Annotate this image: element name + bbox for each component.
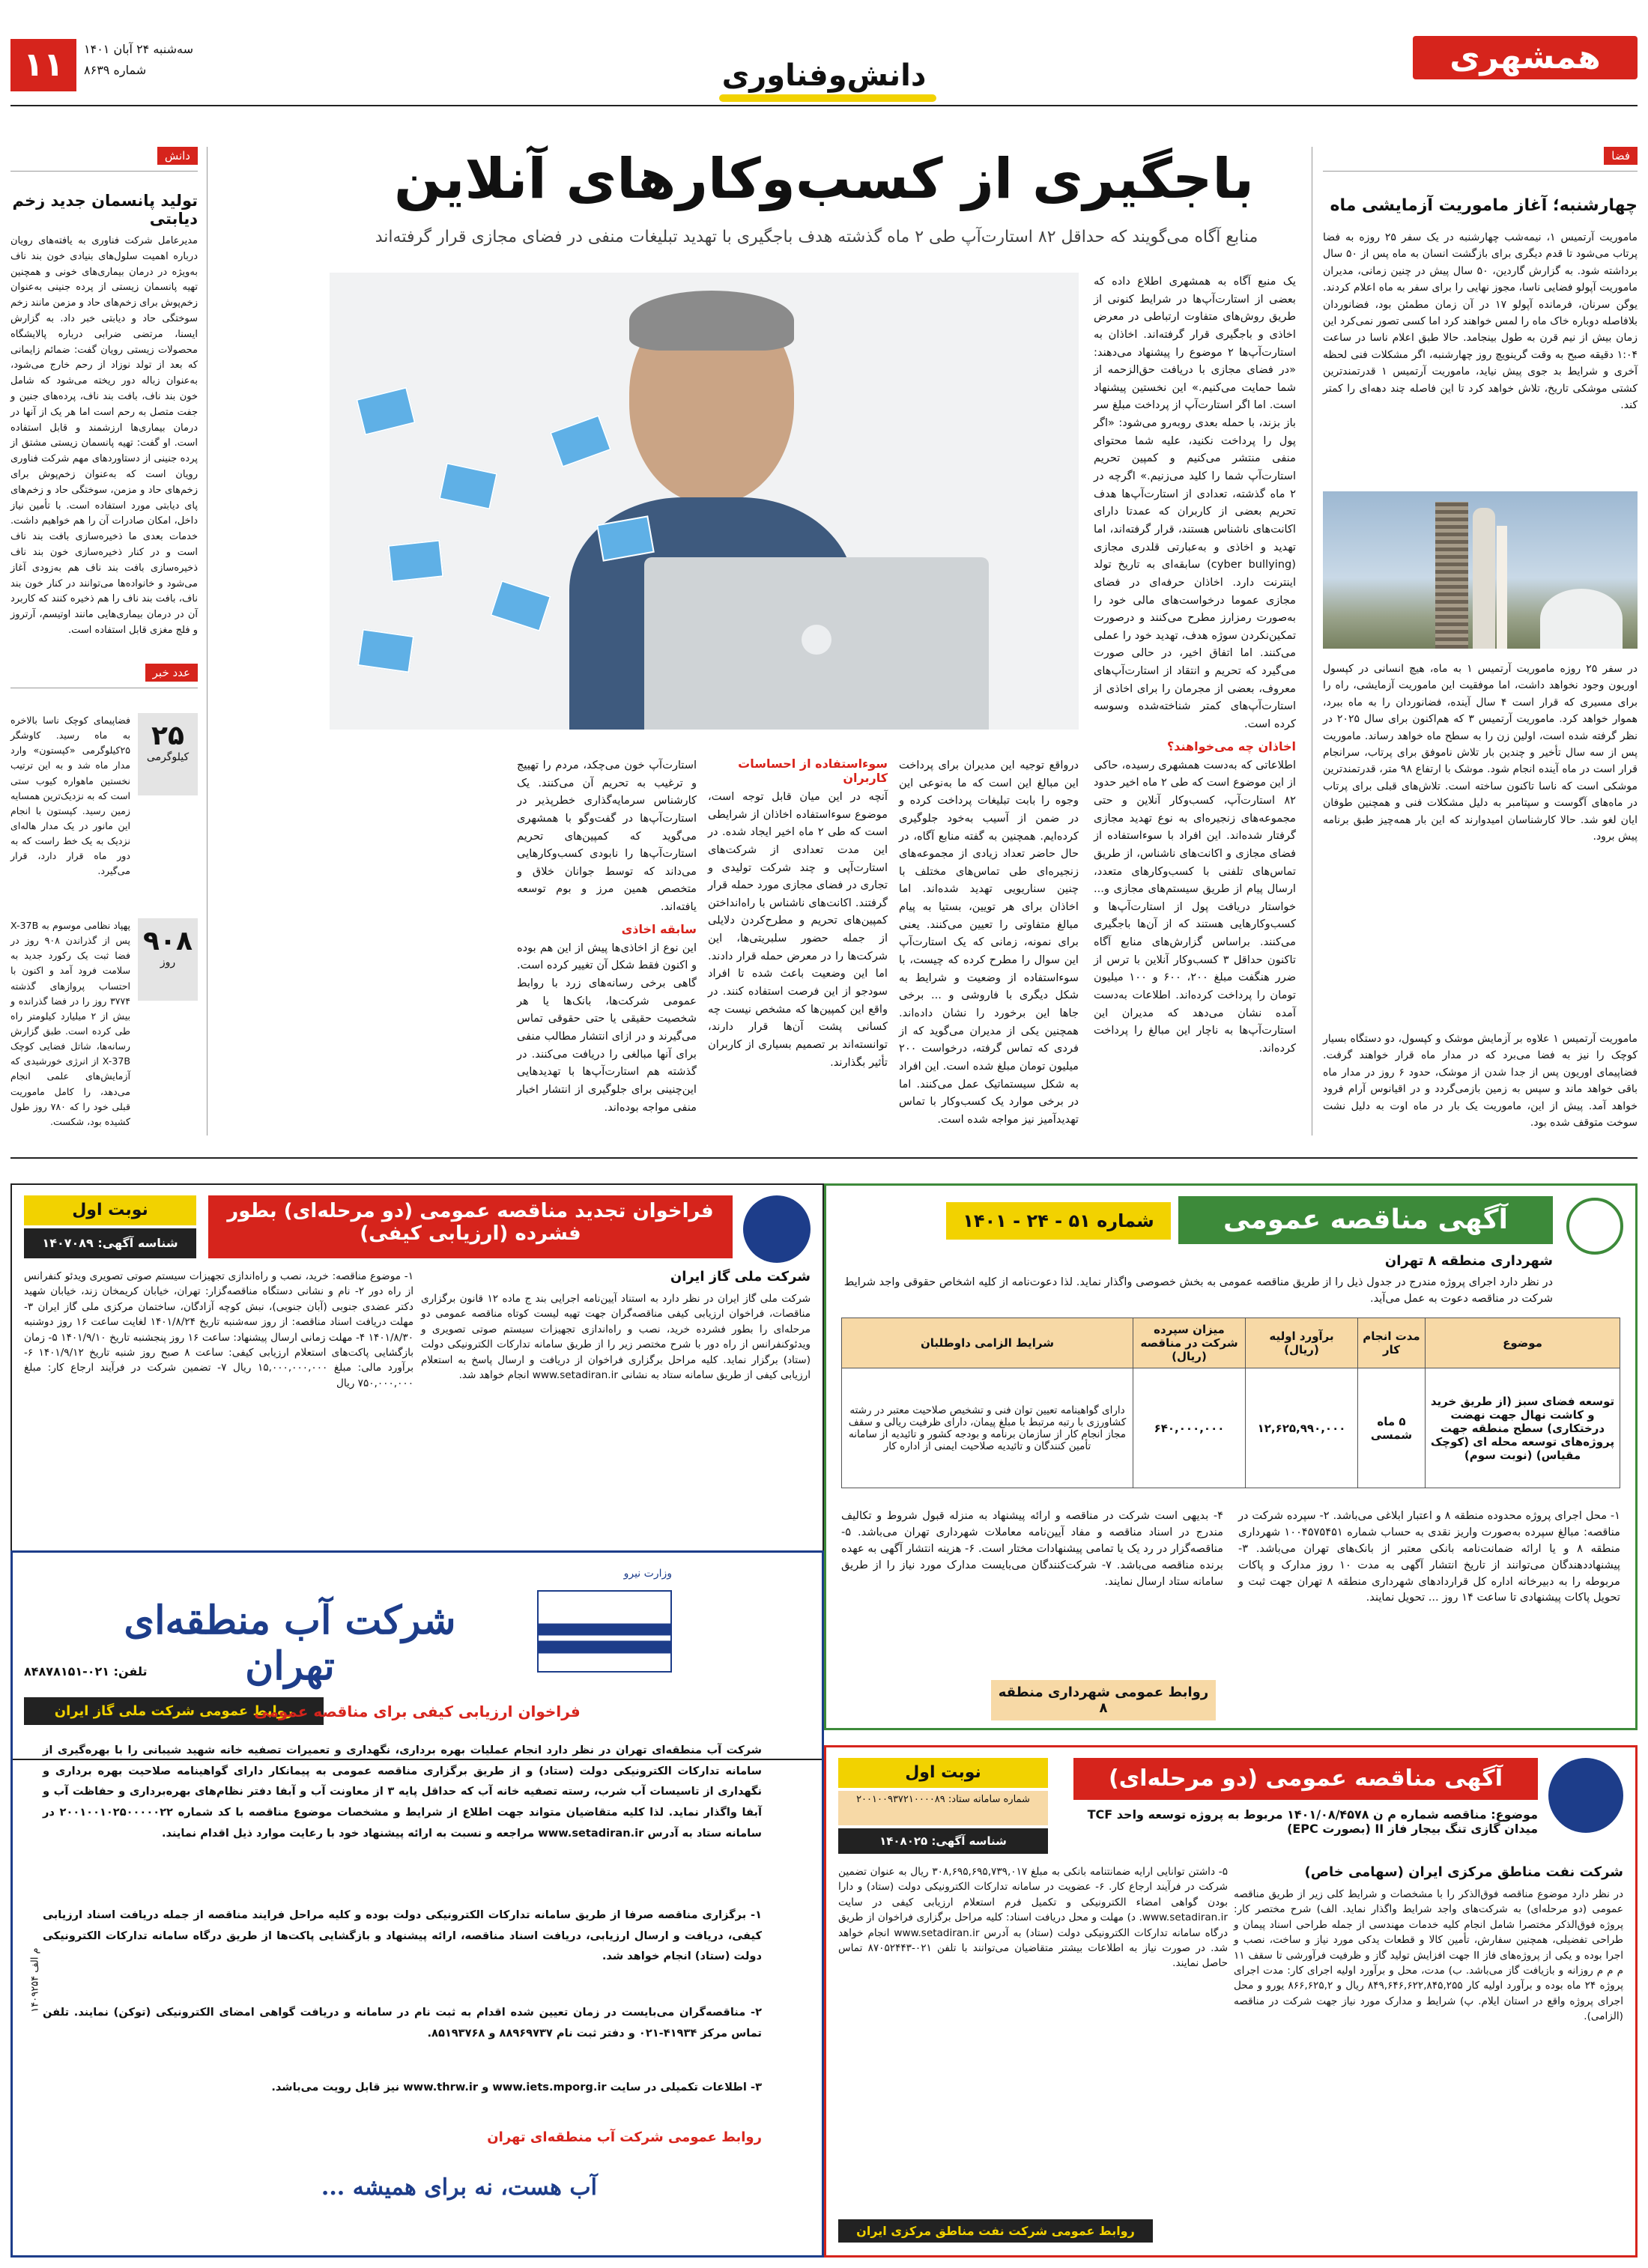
table-header: موضوع [1426, 1318, 1620, 1368]
table-header-row [842, 1318, 1620, 1368]
space-tag: فضا [1604, 147, 1638, 165]
water-title: شرکت آب منطقه‌ای تهران [124, 1598, 456, 1689]
water-item-2: ۲- مناقصه‌گران می‌بایست در زمان تعیین شده اقدام به ثبت نام در سامانه و دریافت گواهی امضای الکترونیکی (توکن) نمایند. تلفن تماس مرکز ۴۱۹۳۴-۰۲۱ و دفتر ثبت نام ۸۸۹۶۹۷۳۷ و ۸۵۱۹۳۷۶۸. [43, 2006, 762, 2040]
ad-tehran-water [10, 1550, 824, 2258]
tehran-ad-title: آگهی مناقصه عمومی [1178, 1196, 1553, 1244]
newspaper-logo: همشهری [1413, 36, 1638, 79]
tehran-terms-right: ۱- محل اجرای پروژه محدوده منطقه ۸ و اعتبار ابلاغی می‌باشد. ۲- سپرده شرکت در مناقصه: مبالغ سپرده به‌صورت واریز نقدی به حساب شماره ۱۰۰۴۵۷۵۴۵۱ شهرداری منطقه ۸ و یا ارائه ضمانت‌نامه بانکی معتبر از بانک‌های تهران می‌باشد. ۳- پیشنهاددهندگان می‌توانند از تاریخ انتشار آگهی به مدت ۱۰ روز مدارک و پاکات مربوطه را به دبیرخانه اداره کل قراردادهای شهرداری منطقه ۸ تهران جهت ثبت و تحویل پاکات پیشنهادی تا ساعت ۱۴ روز ... تحویل نمایند. [1238, 1509, 1621, 1604]
section-title: دانش‌وفناوری [721, 58, 927, 93]
oil-body-left: ۵- داشتن توانایی ارایه ضمانتنامه بانکی به مبلغ ۳۰۸,۶۹۵,۶۹۵,۷۳۹,۰۱۷ ریال به عنوان تضمین شرکت در فرآیند ارجاع کار. ۶- عضویت در سامانه تدارکات الکترونیکی دولت (ستاد) و دارا بودن گواهی امضاء الکترونیکی و تکمیل فرم استعلام ارزیابی کیفی در سایت www.setadiran.ir. د) مهلت و محل دریافت اسناد: کلیه مراحل برگزاری فراخوان از طریق درگاه سامانه تدارکات الکترونیکی دولت (ستاد) به آدرس www.setadiran.ir انجام خواهد شد. در صورت نیاز به اطلاعات بیشتر متقاضیان می‌توانند با تلفن ۰۲۱-۸۷۰۵۲۴۴۳ تماس حاصل نمایند. [838, 1866, 1229, 1970]
tehran-logo [1566, 1198, 1623, 1255]
science-tag-rule [10, 171, 198, 172]
tehran-terms-left: ۴- بدیهی است شرکت در مناقصه و ارائه پیشنهاد به منزله قبول شروط و تکالیف مندرج در اسناد مناقصه و مفاد آیین‌نامه معاملات شهرداری تهران می‌باشد. ۵- مناقصه‌گزار در رد یک یا تمامی پیشنهادات مختار است. ۶- هزینه انتشار آگهی به عهده برنده مناقصه می‌باشد. ۷- شرکت‌کنندگان می‌بایست مدارک مورد نیاز را از طریق سامانه ستاد ارسال نمایند. [841, 1509, 1223, 1588]
science-tag: دانش [157, 147, 198, 165]
issue-number: شماره ۸۶۳۹ [84, 63, 147, 77]
rocket-booster [1497, 526, 1507, 649]
table-cell: ۵ ماه شمسی [1358, 1368, 1426, 1488]
article-intro: یک منبع آگاه به همشهری اطلاع داده که بعضی از استارت‌آپ‌ها در شرایط کنونی از طریق روش‌های متفاوت ارتباطی در معرض اخاذی و باجگیری قرار گرفته‌اند. اخاذان به استارت‌آپ‌ها ۲ موضوع را پیشنهاد می‌دهند: «در فضای مجازی با دریافت حق‌الزحمه از شما حمایت می‌کنیم.» این نخستین پیشنهاد است. اما اگر استارت‌آپ از پرداخت مبلغ سر باز بزند، با حمله بعدی روبه‌رو می‌شود: «اگر پول را پرداخت نکنید، علیه شما محتوای منفی منتشر می‌کنیم و کمپین تحریم استارت‌آپ شما را کلید می‌زنیم.» اگرچه در ۲ ماه گذشته، تعدادی از استارت‌آپ‌ها هدف تحریم بعضی از کاربران که عمدتا دارای اکانت‌های ناشناس هستند، قرار گرفته‌اند، اما تهدید و اخاذی و به‌عبارتی قلدری مجازی (cyber bullying) سابقه‌ای به تاریخ تولد اینترنت دارد. اخاذان حرفه‌ای در فضای مجازی عموما درخواست‌های مالی خود را به‌صورت رمزارز مطرح می‌کنند و درصورت تمکین‌نکردن سوژه هدف، تهدید خود را عملی می‌کنند. اما اتفاق اخیر، در حالی صورت می‌گیرد که تحریم و انتقاد از استارت‌آپ‌های معروف، بعضی از مجرمان را برای اخاذی از استارت‌آپ‌های کمتر شناخته‌شده وسوسه کرده است. [1094, 275, 1296, 731]
water-side-code: م الف ۱۴۰۹۲۵۴ [29, 1947, 41, 2013]
table-header: شرایط الزامی داوطلبان [842, 1318, 1133, 1368]
space-title: چهارشنبه؛ آغاز ماموریت آزمایشی ماه [1330, 196, 1638, 215]
gas-ad-title: فراخوان تجدید مناقصه عمومی (دو مرحله‌ای) بطور فشرده (ارزیابی کیفی) [208, 1195, 733, 1258]
space-body-1: ماموریت آرتمیس ۱، نیمه‌شب چهارشنبه در یک سفر ۲۵ روزه به فضا پرتاب می‌شود تا قدم دیگری برای بازگشت انسان به ماه پس از ۵۰ سال برداشته شود. به گزارش گاردین، ۵۰ سال پیش در چنین زمانی، مدیران ماموریت آپولو فضایی ناسا، مجوز نهایی را برای سفر به ماه اعلام کردند. یوگن سرنان، فرمانده آپولو ۱۷ در آن زمان مطمئن بود، فضانوردان بلافاصله دوباره خاک ماه را لمس خواهند کرد اما کسی تصور نمی‌کرد این زمان بیش از نیم قرن به طول بینجامد. حالا طبق اعلام ناسا در ساعت ۱:۰۴ دقیقه صبح به وقت گرینویچ روز چهارشنبه، اگر مشکلات فنی لحظه آخری و شرایط بد جوی پیش نیاید، ماموریت آرتمیس ۱ قدرتمندترین کشتی موشکی تاریخ، تلاش خواهد کرد تا این فاصله چند دهه‌ای را کمتر کند. [1323, 231, 1638, 411]
gas-body-left: ۱- موضوع مناقصه: خرید، نصب و راه‌اندازی تجهیزات سیستم صوتی تصویری ویدئو کنفرانس از راه دور ۲- نام و نشانی دستگاه مناقصه‌گزار: تهران، خیابان کریمخان زند، خیابان شهید دکتر عضدی جنوبی (آبان جنوبی)، نبش کوچه آزادگان، ساختمان مرکزی ملی گاز ایران ۳- مهلت دریافت اسناد مناقصه: از روز سه‌شنبه تاریخ ۱۴۰۱/۸/۲۴ لغایت ساعت ۱۶ روز دوشنبه ۱۴۰۱/۸/۳۰ ۴- مهلت زمانی ارسال پیشنهاد: ساعت ۱۶ روز پنجشنبه تاریخ ۱۴۰۱/۹/۱۰ ۵- زمان بازگشایی پاکت‌های استعلام ارزیابی کیفی: ساعت ۸ صبح روز شنبه تاریخ ۱۴۰۱/۹/۱۲ ۶- برآورد مالی: مبلغ ۱۵,۰۰۰,۰۰۰,۰۰۰ ریال ۷- تضمین شرکت در فرآیند ارجاع کار: مبلغ ۷۵۰,۰۰۰,۰۰۰ ریال [24, 1270, 414, 1389]
oil-body: در نظر دارد موضوع مناقصه فوق‌الذکر را با مشخصات و شرایط کلی زیر از طریق مناقصه عمومی (دو مرحله‌ای) به شرکت‌های واجد شرایط واگذار نماید. الف) شرح مختصر کار: پروژه فوق‌الذکر مختصرا شامل انجام کلیه خدمات مهندسی از جمله طراحی اسناد پیمان و طراحی تفضیلی، همچنین سفارش، تأمین کالا و قطعات یدکی مورد نیاز و ساخت، نصب و اجرا بوده و یکی از پروژه‌های فاز II جهت افزایش تولید گاز و ظرفیت فرآورشی تا سقف ۱۱ م م م روزانه و بازیافت گاز می‌باشد. ب) مدت، محل و برآورد اولیه اجرای کار: مدت اجرای پروژه ۲۴ ماه بوده و برآورد اولیه کار ۸۴۹,۶۴۶,۶۲۲,۸۴۵,۲۵۵ ریال و ۸۶۶,۶۲۵,۲ یورو و محل اجرای پروژه واقع در استان ایلام. پ) شرایط و مدارک مورد نیاز جهت شرکت در مناقصه (الزامی). [1234, 1888, 1624, 2023]
article-col4-body2: این نوع از اخاذی‌ها پیش از این هم بوده و اکنون فقط شکل آن تغییر کرده است. گاهی برخی رسانه‌های زرد با روابط عمومی شرکت‌ها، بانک‌ها یا هر شخصیت حقیقی یا حتی حقوقی تماس می‌گیرند و در ازای انتشار مطالب منفی برای آنها مبالغی را دریافت می‌کنند. در گذشته هم استارت‌آپ‌ها با تهدیدهایی این‌چنینی برای جلوگیری از انتشار اخبار منفی مواجه بوده‌اند. [517, 941, 697, 1114]
article-col3-body: آنچه در این میان قابل توجه است، موضوع سوءاستفاده اخاذان از شرایطی است که طی ۲ ماه اخیر ایجاد شده. در این مدت تعدادی از شرکت‌های استارت‌آپی و چند شرکت تولیدی و تجاری در فضای مجازی مورد حمله قرار گرفتند. اکانت‌های ناشناس با راه‌انداختن کمپین‌های تحریم و مطرح‌کردن دلایلی از جمله حضور سلبریتی‌ها، این شرکت‌ها را در معرض حمله قرار دادند. اما این وضعیت باعث شده تا افراد سودجو از این فرصت استفاده کنند. در واقع این کمپین‌ها که مشخص نیست چه کسانی پشت آن‌ها قرار دارند، توانسته‌اند بر تصمیم بسیاری از کاربران تأثیر بگذارند. [708, 790, 888, 1069]
table-header: میزان سپرده شرکت در مناقصه (ریال) [1133, 1318, 1246, 1368]
science-title: تولید پانسمان جدید زخم دیابتی [12, 192, 198, 228]
water-subtitle: فراخوان ارزیابی کیفی برای مناقصه عمومی [254, 1702, 581, 1720]
issue-date: سه‌شنبه ۲۴ آبان ۱۴۰۱ [84, 42, 193, 56]
table-header: مدت انجام کار [1358, 1318, 1426, 1368]
gas-footer: روابط عمومی شرکت ملی گاز ایران [24, 1697, 324, 1725]
skull-envelope-5 [550, 415, 612, 468]
science-body: مدیرعامل شرکت فناوری به یافته‌های رویان درباره اهمیت سلول‌های بنیادی خون بند ناف به‌ویژه در درمان بیماری‌های خونی و همچنین تهیه پانسمان زیستی از پرده جنینی به‌عنوان زخم‌پوش برای زخم‌های حاد و مزمن مانند زخم سوختگی حاد و دیابتی خبر داد. به گزارش ایسنا، مرتضی ضرابی درباره پالایشگاه محصولات زیستی رویان گفت: ضمائم زایمانی که بعد از تولد نوزاد از رحم خارج می‌شود، به‌عنوان زباله دور ریخته می‌شود که شامل خون بند ناف، بافت بند ناف، پرده‌های جنین و جفت متصل به رحم است اما هر یک از آنها در درمان بیماری‌ها ارزشمند و قابل استفاده است. او گفت: تهیه پانسمان زیستی مشتق از پرده جنینی از دستاوردهای مهم شرکت فناوری رویان است که به‌عنوان زخم‌پوش برای زخم‌های حاد و مزمن، سوختگی حاد و زخم‌های پای دیابتی مورد استفاده است. با تأمین نیاز داخل، امکان صادرات آن را هم خواهیم داشت. خدمات بعدی ما ذخیره‌سازی بافت بند ناف است و در کنار ذخیره‌سازی خون بند ناف ذخیره‌سازی بافت بند ناف هم به‌زودی آغاز می‌شود و خانواده‌ها می‌توانند در کنار خون بند ناف، بافت بند ناف را هم ذخیره کنند که کاربرد آن در درمان بیماری‌هایی مانند اوتیسم، آرتروز و فلج مغزی قابل استفاده است. [10, 235, 198, 636]
stat-box-2 [138, 918, 198, 1001]
tehran-ad-number: شماره ۵۱ - ۲۴ - ۱۴۰۱ [946, 1202, 1171, 1240]
tehran-org-name: شهرداری منطقه ۸ تهران [1384, 1253, 1553, 1269]
skull-envelope-1 [356, 386, 416, 435]
skull-envelope-2 [439, 462, 498, 509]
rocket [1473, 508, 1495, 649]
science-column [10, 147, 198, 1150]
oil-seta: شماره سامانه ستاد: ۲۰۰۱۰۰۹۳۷۲۱۰۰۰۰۸۹ [838, 1791, 1048, 1825]
oil-shenase: شناسه آگهی: ۱۴۰۸۰۲۵ [838, 1828, 1048, 1854]
article-column-c [708, 756, 888, 1131]
man-hair [629, 291, 794, 351]
table-header: برآورد اولیه (ریال) [1246, 1318, 1358, 1368]
gas-shenase: شناسه آگهی: ۱۴۰۷۰۸۹ [24, 1228, 196, 1258]
space-body-3: ماموریت آرتمیس ۱ علاوه بر آزمایش موشک و کپسول، دو دستگاه بسیار کوچک را نیز به فضا می‌برد که در مدار ماه قرار خواهند گرفت. فضاپیمای اوریون پس از جدا شدن از موشک، حدود ۶ روز در مدار ماه باقی خواهد ماند و سپس به زمین بازمی‌گردد و در اقیانوس آرام فرود خواهد آمد. پیش از این، ماموریت یک بار در ماه اوت به دلیل نشت سوخت متوقف شده بود. [1323, 1033, 1638, 1129]
water-item-1: ۱- برگزاری مناقصه صرفا از طریق سامانه تدارکات الکترونیکی دولت بوده و کلیه مراحل فرایند مناقصه از جمله دریافت اسناد ارزیابی کیفی، دریافت و ارسال ارزیابی، دریافت اسناد مناقصه، ارائه پیشنهاد و بازگشایی پاکت‌ها از طریق درگاه سامانه تدارکات الکترونیکی دولت (ستاد) انجام خواهد شد. [43, 1908, 762, 1963]
article-column-a [1094, 273, 1296, 1134]
space-column [1323, 147, 1638, 1150]
skull-envelope-3 [388, 539, 444, 582]
ads-separator [10, 1157, 1638, 1159]
stat-text-1: فضاپیمای کوچک ناسا بالاخره به ماه رسید. کاوشگر ۲۵کیلوگرمی «کپستون» وارد مدار ماه شد و به این ترتیب نخستین ماهواره کیوب ستی است که به نزدیک‌ترین همسایه زمین رسید. کپستون با انجام این مانور در یک مدار هاله‌ای نزدیک به یک خط راست که به دور ماه قرار دارد، قرار می‌گیرد. [10, 715, 130, 877]
number-tag: عدد خبر [145, 664, 198, 682]
stat-unit-1: کیلوگرمی [146, 751, 190, 763]
article-column-b [899, 756, 1079, 1131]
stat-text-2: پهپاد نظامی موسوم به X-37B پس از گذراندن ۹۰۸ روز در فضا ثبت یک رکورد جدید به سلامت فرود آمد و اکنون با احتساب پروازهای گذشته ۳۷۷۴ روز را در فضا گذرانده و بیش از ۲ میلیارد کیلومتر راه طی کرده است. طبق گزارش رسانه‌ها، شاتل فضایی کوچک X-37B از انرژی خورشیدی که آزمایش‌های علمی انجام می‌دهد، را کامل ماموریت قبلی خود را که ۷۸۰ روز طول کشیده بود، شکست. [10, 920, 130, 1127]
space-tag-rule [1323, 171, 1638, 172]
oil-company: شرکت نفت مناطق مرکزی ایران (سهامی خاص) [1304, 1864, 1623, 1880]
observation-dome [1540, 589, 1623, 649]
water-item-3: ۳- اطلاعات تکمیلی در سایت www.iets.mporg.ir و www.thrw.ir نیز قابل رویت می‌باشد. [271, 2081, 762, 2093]
oil-logo [1548, 1758, 1623, 1833]
gas-nobat: نوبت اول [24, 1195, 196, 1225]
stat-number-1: ۲۵ [151, 721, 184, 751]
main-headline: باجگیری از کسب‌وکارهای آنلاین [394, 147, 1254, 211]
table-cell: ۶۴۰,۰۰۰,۰۰۰ [1133, 1368, 1246, 1488]
water-footer: روابط عمومی شرکت آب منطقه‌ای تهران [487, 2129, 762, 2145]
ad-central-oil [824, 1745, 1638, 2258]
gas-body-right: شرکت ملی گاز ایران در نظر دارد به استناد آیین‌نامه اجرایی بند ج ماده ۱۲ قانون برگزاری مناقصات، فراخوان ارزیابی کیفی مناقصه‌گران جهت تهیه لیست کوتاه مناقصه عمومی دو مرحله‌ای را بطور فشرده خرید، نصب و راه‌اندازی تجهیزات سیستم صوتی تصویری و ویدئوکنفرانس از راه دور با شرح مختصر زیر را از طریق سامانه تدارکات الکترونیکی دولت (ستاد) برگزار نماید. کلیه مراحل برگزاری فراخوان از دریافت و ارسال پاسخ به استعلام ارزیابی کیفی از طریق سامانه ستاد به نشانی www.setadiran.ir انجام خواهد شد. [421, 1293, 811, 1381]
tehran-tender-table [841, 1318, 1620, 1488]
article-sub-1: اخاذان چه می‌خواهند؟ [1166, 739, 1296, 754]
oil-footer: روابط عمومی شرکت نفت مناطق مرکزی ایران [838, 2219, 1153, 2243]
skull-envelope-4 [490, 580, 551, 631]
tehran-ad-footer: روابط عمومی شهرداری منطقه ۸ [991, 1680, 1216, 1720]
masthead-rule [10, 105, 1638, 106]
ad-tehran-municipality [824, 1183, 1638, 1730]
masthead [0, 0, 1648, 105]
skull-envelope-6 [357, 628, 414, 673]
section-underline [719, 94, 936, 102]
gas-company: شرکت ملی گاز ایران [670, 1269, 811, 1285]
stat-unit-2: روز [160, 956, 176, 968]
table-cell: ۱۲,۶۲۵,۹۹۰,۰۰۰ [1246, 1368, 1358, 1488]
launch-tower [1435, 502, 1468, 649]
oil-nobat: نوبت اول [838, 1758, 1048, 1788]
oil-ad-title: آگهی مناقصه عمومی (دو مرحله‌ای) [1073, 1758, 1538, 1800]
laptop-logo [802, 625, 831, 655]
article-sub-2: سوءاستفاده از احساسات کاربران [738, 756, 888, 785]
main-subtitle: منابع آگاه می‌گویند که حداقل ۸۲ استارت‌آپ طی ۲ ماه گذشته هدف باجگیری با تهدید تبلیغات منفی در فضای مجازی قرار گرفته‌اند [375, 228, 1258, 246]
gas-phone: تلفن: ۰۲۱-۸۴۸۷۸۱۵۱ [24, 1664, 148, 1679]
table-row [842, 1368, 1620, 1488]
space-body-2: در سفر ۲۵ روزه ماموریت آرتمیس ۱ به ماه، هیچ انسانی در کپسول اوریون وجود نخواهد داشت، اما موفقیت این ماموریت آزمایشی، راه را برای مسیری که قرار است ۴ سال آینده، فضانوردان را به ماه ببرد، هموار خواهد کرد. ماموریت آرتمیس ۳ که هم‌اکنون برای سال ۲۰۲۵ در نظر گرفته شده است، اولین زن را به سطح ماه خواهد رساند. ماموریت پس از سه سال تأخیر و چندین بار تلاش ناموفق برای پرتاب، سرانجام قرار است در ماه آینده انجام شود. موشک با ارتفاع ۹۸ متر، قدرتمندترین موشکی است که ناسا تاکنون ساخته است. تلاش‌های قبلی برای پرتاب در ماه‌های آگوست و سپتامبر به دلیل مشکلات فنی و همچنین طوفان ایان لغو شد. حالا کارشناسان امیدوارند که این بار همه‌چیز طبق برنامه پیش برود. [1323, 663, 1638, 843]
article-col4-body: استارت‌آپ خون می‌چکد، مردم را تهییج و ترغیب به تحریم آن می‌کنند. یک کارشناس سرمایه‌گذاری خطرپذیر در استارت‌آپ‌ها در گفت‌وگو با همشهری می‌گوید که کمپین‌های تحریم استارت‌آپ‌ها را نابودی کسب‌وکارهایی می‌داند که توسط جوانان خلاق و متخصص همین مرز و بوم توسعه یافته‌اند. [517, 759, 697, 914]
stat-number-2: ۹۰۸ [143, 926, 193, 956]
main-photo [330, 273, 1079, 730]
rocket-photo [1323, 491, 1638, 649]
tehran-ad-intro: در نظر دارد اجرای پروژه مندرج در جدول ذیل را از طریق مناقصه عمومی به بخش خصوصی واگذار نماید. لذا دعوت‌نامه از کلیه اشخاص حقوقی واجد شرایط شرکت در مناقصه دعوت به عمل می‌آید. [843, 1276, 1553, 1305]
table-cell: دارای گواهینامه تعیین توان فنی و تشخیص صلاحیت معتبر در رشته کشاورزی با رتبه مرتبط با مبلغ پیمان، دارای ظرفیت ریالی و سقف مجاز انجام کار از سازمان برنامه و بودجه کشور و تائیدیه از سامانه تأمین کنندگان و تائیدیه صلاحیت ایمنی از اداره کار [842, 1368, 1133, 1488]
article-col1-body: اطلاعاتی که به‌دست همشهری رسیده، حاکی از این موضوع است که طی ۲ ماه اخیر حدود ۸۲ استارت‌آپ، کسب‌وکار آنلاین و حتی مجموعه‌های زنجیره‌ای به نوع تهدید مجازی گرفتار شده‌اند. این افراد با سوءاستفاده از فضای مجازی و اکانت‌های ناشناس، از طریق تماس‌های تلفنی با کسب‌وکارهای متعدد، ارسال پیام از طریق سیستم‌های مجازی و... خواستار دریافت پول از استارت‌آپ‌ها و کسب‌وکارهایی هستند که از آن‌ها باجگیری می‌کنند. براساس گزارش‌های منابع آگاه تاکنون حداقل ۳ کسب‌وکار آنلاین با ترس از ضرر هنگفت مبلغ ۲۰۰، ۶۰۰ و ۱۰۰ میلیون تومان را پرداخت کرده‌اند. اطلاعات به‌دست آمده نشان می‌دهد که مدیران این استارت‌آپ‌ها به ناچار این مبالغ را پرداخت کرده‌اند. [1094, 758, 1297, 1055]
oil-subject: موضوع: مناقصه شماره م ن ۱۴۰۱/۰۸/۴۵۷۸ مربوط به پروژه توسعه واحد TCF میدان گازی تنگ بیجار فاز II (بصورت EPC) [1087, 1807, 1538, 1836]
water-body: شرکت آب منطقه‌ای تهران در نظر دارد انجام عملیات بهره برداری، نگهداری و تعمیرات تصفیه خانه شهید شیبانی را با بهره‌گیری از سامانه تدارکات الکترونیکی دولت (ستاد) و از طریق برگزاری مناقصه عمومی به پیمانکار دارای گواهینامه صلاحیت بهره برداری و نگهداری از تاسیسات آب شرب، رسته تصفیه خانه آب که حداقل پایه ۳ از معاونت آب و آبفا دفتر نظام‌های بهره‌برداری و حفاظت آب و آبفا واگذار نماید. لذا کلیه متقاضیان متواند جهت اطلاع از شرایط و مشخصات موضوع مناقصه با کد شماره ۲۰۰۱۰۰۱۰۲۵۰۰۰۰۰۲۲ در سامانه ستاد به آدرس www.setadiran.ir مراجعه و نسبت به ارائه پیشنهاد خود با رعایت موارد ذیل اقدام نمایند. [43, 1744, 762, 1840]
water-slogan: آب هست، نه برای همیشه ... [321, 2174, 597, 2201]
stat-box-1 [138, 713, 198, 795]
water-ministry: وزارت نیرو [623, 1568, 672, 1580]
article-col2-body: درواقع توجیه این مدیران برای پرداخت این مبالغ این است که ما به‌نوعی این وجوه را بابت تبلیغات پرداخت کرده و در ضمن از آسیب به‌خود جلوگیری کرده‌ایم. همچنین به گفته منابع آگاه، در حال حاضر تعداد زیادی از مجموعه‌های زنجیره‌ای طی تماس‌های مختلف با چنین سناریویی تهدید شده‌اند. اما اخاذان برای هر تویین، بستیا به پیام مبالغ متفاوتی را تعیین می‌کنند. یعنی برای نمونه، زمانی که یک استارت‌آپ این سوال را مطرح کرده که چیست، با سوءاستفاده از وضعیت و شرایط به شکل دیگری با فاروشی و ... برخی جاها این برخورد را نشان داده‌اند. همچنین یکی از مدیران می‌گوید که از فردی که تماس گرفته، درخواست ۲۰۰ میلیون تومان مبلغ شده است. این افراد به شکل سیستماتیک عمل می‌کنند. اما در برخی موارد یک کسب‌وکار با تماس تهدیدآمیز نیز مواجه شده است. [899, 759, 1079, 1126]
water-logo [537, 1590, 672, 1673]
article-sub-3: سابقه اخاذی [621, 921, 697, 936]
gas-logo [743, 1195, 811, 1263]
article-column-d [517, 756, 697, 1131]
page-number: ۱۱ [10, 39, 76, 91]
table-cell: توسعه فضای سبز (از طریق خرید و کاشت نهال جهت نهضت درختکاری) سطح منطقه جهت پروژه‌های توسعه محله ای (کوچک مقیاس) (نوبت سوم) [1426, 1368, 1620, 1488]
